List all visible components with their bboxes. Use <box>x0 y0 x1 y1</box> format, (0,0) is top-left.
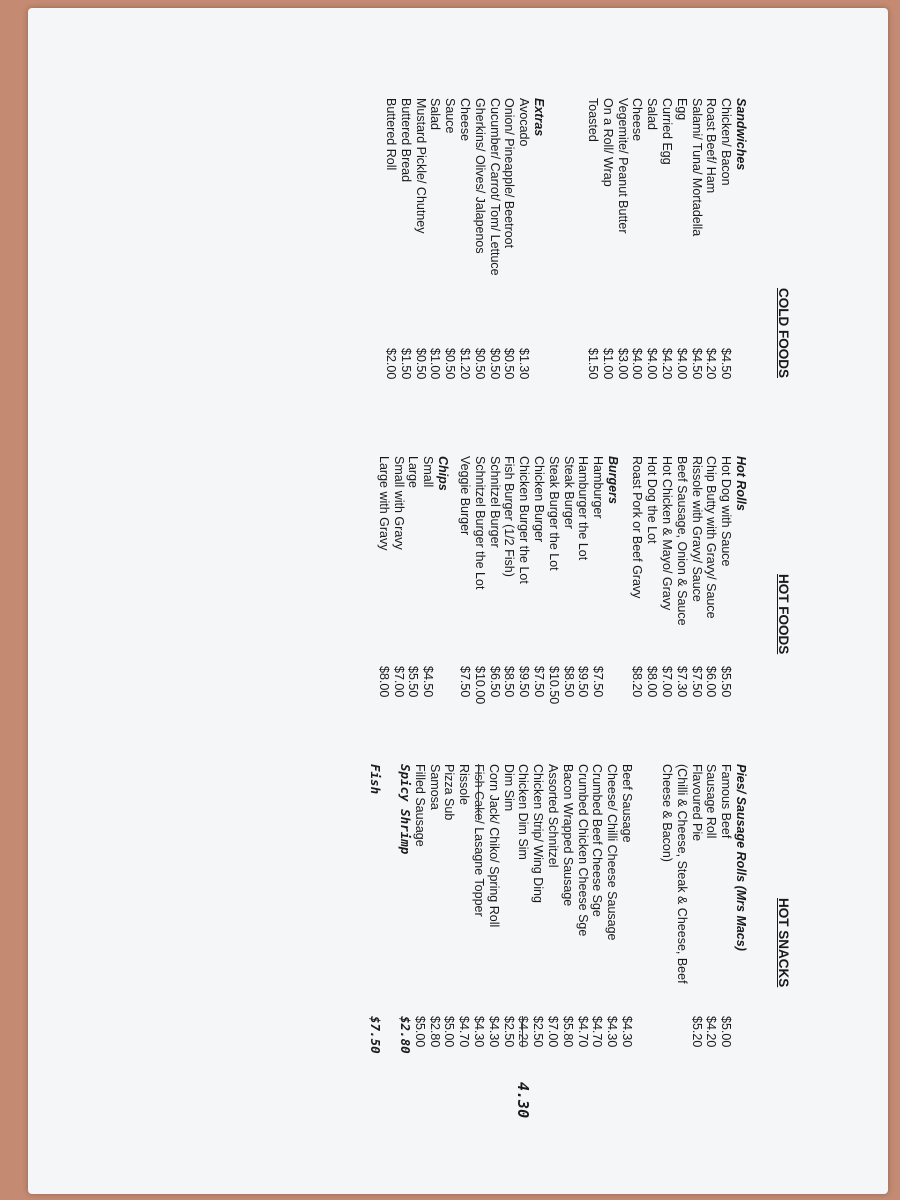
menu-item-price: $5.50 <box>719 666 734 698</box>
menu-item-name: Filled Sausage <box>412 764 427 847</box>
burgers-section <box>457 456 620 726</box>
menu-item-price: $5.00 <box>442 1016 457 1048</box>
sandwiches-section <box>585 98 748 408</box>
menu-item-price: $7.50 <box>532 666 547 698</box>
pies-title: Pies/ Sausage Rolls (Mrs Macs) <box>734 764 748 951</box>
menu-item-row <box>659 456 674 726</box>
chips-title: Chips <box>436 456 450 491</box>
menu-item-row <box>545 764 560 1118</box>
menu-item-name: Dim Sim <box>501 764 516 812</box>
menu-item-name: Salami/ Tuna/ Mortadella <box>689 98 704 237</box>
menu-item-name: Onion/ Pineapple/ Beetroot <box>502 98 517 249</box>
menu-item-name: Chicken Dim Sim <box>516 764 531 860</box>
menu-item-row <box>412 764 427 1118</box>
menu-item-price: $0.50 <box>443 348 458 380</box>
menu-item-name: Fish Burger (1/2 Fish) <box>502 456 517 577</box>
menu-item-name: Beef Sausage, Onion & Sauce <box>674 456 689 626</box>
menu-item-row <box>644 456 659 726</box>
menu-item-row <box>382 764 397 1118</box>
menu-item-row <box>704 98 719 408</box>
menu-item-row <box>487 98 502 408</box>
menu-item-price: $1.00 <box>428 348 443 380</box>
menu-item-name: Schnitzel Burger the Lot <box>472 456 487 590</box>
flavoured-pie-note-2: Cheese & Bacon) <box>660 764 675 862</box>
menu-item-price: $4.70 <box>457 1016 472 1048</box>
menu-item-price: $5.00 <box>412 1016 427 1048</box>
menu-item-name: Cheese <box>458 98 473 142</box>
menu-item-name: Schnitzel Burger <box>487 456 502 548</box>
menu-item-price: $2.80 <box>398 1016 414 1054</box>
menu-item-price: $8.00 <box>645 666 660 698</box>
menu-item-price: $3.00 <box>615 348 630 380</box>
menu-item-name: Crumbed Chicken Cheese Sge <box>575 764 590 937</box>
menu-item-row <box>487 456 502 726</box>
menu-item-price: $7.50 <box>458 666 473 698</box>
pies-section <box>659 764 748 1076</box>
menu-item-row <box>442 98 457 408</box>
menu-item-row <box>501 764 516 1118</box>
menu-item-price: $4.70 <box>575 1016 590 1048</box>
menu-item-row <box>604 764 619 1118</box>
menu-item-row <box>704 456 719 726</box>
menu-item-price: $2.50 <box>501 1016 516 1048</box>
menu-item-name: Gherkins/ Olives/ Jalapenos <box>472 98 487 254</box>
menu-item-name <box>471 764 486 1016</box>
menu-item-price: $0.50 <box>487 348 502 380</box>
menu-item-name: Sauce <box>443 98 458 134</box>
menu-item-row <box>600 98 615 408</box>
menu-item-row <box>398 98 413 408</box>
menu-item-price: $4.50 <box>719 348 734 380</box>
menu-item-price: $8.50 <box>502 666 517 698</box>
menu-item-row <box>659 98 674 408</box>
menu-item-price: $4.30 <box>605 1016 620 1048</box>
menu-item-row <box>689 456 704 726</box>
menu-item-name: Beef Sausage <box>620 764 634 843</box>
menu-item-row <box>442 764 457 1118</box>
menu-item-row <box>704 764 719 1076</box>
menu-item-name: Sausage Roll <box>704 764 719 839</box>
menu-item-price: $7.50 <box>591 666 606 698</box>
menu-item-row <box>590 764 605 1118</box>
hot-foods-heading: HOT FOODS <box>776 574 791 655</box>
menu-item-name: Buttered Bread <box>398 98 413 183</box>
menu-item-price: $4.20 <box>704 348 719 380</box>
menu-item-price: $0.50 <box>413 348 428 380</box>
menu-item-price: $8.00 <box>376 666 391 698</box>
menu-item-row <box>590 456 605 726</box>
menu-item-row <box>471 764 486 1118</box>
menu-item-row <box>457 98 472 408</box>
menu-item-name: Chicken Burger the Lot <box>517 456 532 584</box>
menu-item-row <box>420 456 435 726</box>
menu-item-name: Toasted <box>586 98 601 142</box>
menu-item-price: $8.50 <box>561 666 576 698</box>
menu-item-row <box>391 456 406 726</box>
snacks-section <box>368 764 634 1118</box>
menu-item-row <box>368 764 383 1118</box>
menu-item-row <box>689 98 704 408</box>
menu-item-row <box>585 98 600 408</box>
menu-item-row <box>560 764 575 1118</box>
menu-item-row <box>546 456 561 726</box>
menu-item-row <box>674 456 689 726</box>
menu-item-price: $8.20 <box>630 666 645 698</box>
menu-item-name: Chip Butty with Gravy/ Sauce <box>704 456 719 619</box>
menu-item-price: $4.50 <box>689 348 704 380</box>
menu-item-name: Curried Egg <box>660 98 675 165</box>
menu-item-name: Famous Beef <box>719 764 734 839</box>
menu-item-row <box>383 98 398 408</box>
menu-item-name: Corn Jack/ Chiko/ Spring Roll <box>486 764 501 928</box>
menu-item-row <box>472 98 487 408</box>
menu-item-name: Buttered Roll <box>384 98 399 171</box>
menu-item-row <box>619 764 634 1118</box>
menu-item-price: $4.70 <box>590 1016 605 1048</box>
menu-item-name: Cheese <box>630 98 645 142</box>
menu-item-price: $4.20 <box>516 1016 531 1048</box>
menu-item-name: Hamburger the Lot <box>576 456 591 561</box>
menu-item-price: $10.00 <box>472 666 487 705</box>
menu-item-price: $5.50 <box>406 666 421 698</box>
menu-item-row <box>428 98 443 408</box>
menu-item-price: $0.50 <box>502 348 517 380</box>
menu-item-price: $0.50 <box>472 348 487 380</box>
menu-item-row <box>531 456 546 726</box>
menu-item-price: $7.00 <box>546 1016 561 1048</box>
menu-item-price: $9.50 <box>576 666 591 698</box>
menu-item-name: Chicken Strip/ Wing Ding <box>531 764 546 903</box>
menu-item-price: $4.20 <box>660 348 675 380</box>
menu-item-name: Assorted Schnitzel <box>546 764 561 868</box>
menu-item-price: $4.50 <box>421 666 436 698</box>
hot-rolls-section <box>630 456 748 726</box>
menu-item-row <box>516 98 531 408</box>
menu-item-row <box>674 98 689 408</box>
menu-item-name: Egg <box>674 98 689 121</box>
menu-item-name: Fish <box>368 764 384 795</box>
struck-item-name: Fish Cake <box>472 764 487 821</box>
menu-item-name: Flavoured Pie <box>689 764 704 842</box>
menu-item-name: Steak Burger the Lot <box>546 456 561 571</box>
menu-item-row <box>486 764 501 1118</box>
menu-paper <box>28 8 888 1194</box>
menu-item-name: Roast Pork or Beef Gravy <box>630 456 645 599</box>
menu-item-row <box>516 456 531 726</box>
hot-rolls-title: Hot Rolls <box>734 456 748 511</box>
menu-item-row <box>644 98 659 408</box>
menu-item-name: Small with Gravy <box>391 456 406 550</box>
menu-item-row <box>530 764 545 1118</box>
menu-item-name-rest: / Lasagne Topper <box>472 820 487 917</box>
menu-item-name: Large <box>406 456 421 488</box>
menu-item-price: $7.30 <box>674 666 689 698</box>
menu-item-price: $5.20 <box>689 1016 704 1048</box>
menu-item-name: Spicy Shrimp <box>398 764 414 855</box>
menu-item-row <box>718 98 733 408</box>
menu-item-price: $5.00 <box>719 1016 734 1048</box>
menu-item-row <box>413 98 428 408</box>
menu-item-name: Rissole with Gravy/ Sauce <box>689 456 704 602</box>
menu-item-name: Chicken/ Bacon <box>719 98 734 186</box>
menu-item-name: Veggie Burger <box>458 456 473 536</box>
menu-item-name: Bacon Wrapped Sausage <box>560 764 575 907</box>
menu-item-name: Hot Dog with Sauce <box>719 456 734 567</box>
menu-item-row <box>630 456 645 726</box>
menu-item-name: On a Roll/ Wrap <box>600 98 615 187</box>
menu-item-row <box>502 98 517 408</box>
menu-item-price: $4.30 <box>472 1016 487 1048</box>
menu-item-price: $6.50 <box>487 666 502 698</box>
menu-item-row <box>718 764 733 1076</box>
menu-item-name: Hot Dog the Lot <box>645 456 660 544</box>
menu-item-row <box>502 456 517 726</box>
hot-snacks-heading: HOT SNACKS <box>776 898 791 988</box>
menu-item-row <box>689 764 704 1076</box>
menu-item-row <box>575 764 590 1118</box>
menu-item-price: $7.00 <box>391 666 406 698</box>
menu-item-price: $4.00 <box>645 348 660 380</box>
sandwiches-title: Sandwiches <box>734 98 748 171</box>
menu-item-price: $7.50 <box>368 1016 384 1054</box>
menu-item-name: Steak Burger <box>561 456 576 529</box>
menu-item-name: Chicken Burger <box>532 456 547 543</box>
menu-item-name: Hot Chicken & Mayo/ Gravy <box>660 456 675 611</box>
menu-item-row <box>576 456 591 726</box>
menu-item-row <box>456 764 471 1118</box>
menu-item-name <box>382 764 397 1016</box>
menu-item-name: Mustard Pickle/ Chutney <box>413 98 428 234</box>
menu-item-price: $4.00 <box>674 348 689 380</box>
menu-item-row <box>472 456 487 726</box>
menu-item-name: Samosa <box>427 764 442 810</box>
menu-item-name: Hamburger <box>591 456 606 519</box>
menu-item-row <box>397 764 412 1118</box>
menu-item-row <box>718 456 733 726</box>
menu-item-price: $2.50 <box>531 1016 546 1048</box>
menu-item-price: $7.50 <box>689 666 704 698</box>
menu-item-price: $4.00 <box>630 348 645 380</box>
menu-item-row <box>406 456 421 726</box>
menu-item-name: Small <box>421 456 436 488</box>
menu-item-price: $9.50 <box>517 666 532 698</box>
menu-item-name: Roast Beef/ Ham <box>704 98 719 194</box>
menu-item-price: $1.20 <box>458 348 473 380</box>
menu-item-price: $6.00 <box>704 666 719 698</box>
handwritten-price-note: 4.30 <box>514 1082 533 1119</box>
menu-item-price: $4.30 <box>620 1016 634 1048</box>
menu-item-row <box>561 456 576 726</box>
menu-item-name: Crumbed Beef Cheese Sge <box>590 764 605 917</box>
menu-item-name: Salad <box>645 98 660 130</box>
menu-item-price: $4.30 <box>486 1016 501 1048</box>
menu-item-row <box>427 764 442 1118</box>
menu-item-row <box>615 98 630 408</box>
menu-item-price: $4.20 <box>704 1016 719 1048</box>
menu-item-name: Avocado <box>517 98 532 147</box>
menu-item-price: $5.80 <box>560 1016 575 1048</box>
chips-section <box>376 456 450 726</box>
menu-item-row <box>516 764 531 1118</box>
menu-item-price: $1.00 <box>600 348 615 380</box>
menu-item-price <box>382 1016 397 1076</box>
extras-section <box>383 98 546 408</box>
burgers-title: Burgers <box>606 456 620 504</box>
menu-item-name: Large with Gravy <box>376 456 391 551</box>
menu-item-row <box>376 456 391 726</box>
menu-item-price: $10.50 <box>546 666 561 705</box>
menu-item-name: Pizza Sub <box>442 764 457 821</box>
menu-item-price: $1.50 <box>586 348 601 380</box>
menu-item-price: $2.80 <box>427 1016 442 1048</box>
rotated-menu-sheet <box>190 98 790 1148</box>
menu-item-row <box>457 456 472 726</box>
menu-item-price: $7.00 <box>660 666 675 698</box>
menu-item-name: Rissole <box>457 764 472 805</box>
menu-item-name: Cheese/ Chilli Cheese Sausage <box>605 764 620 941</box>
menu-item-price: $1.30 <box>517 348 532 380</box>
menu-item-name: Vegemite/ Peanut Butter <box>615 98 630 234</box>
extras-title: Extras <box>532 98 546 137</box>
menu-item-name: Cucumber/ Carrot/ Tom/ Lettuce <box>487 98 502 276</box>
menu-item-price: $2.00 <box>384 348 399 380</box>
flavoured-pie-note-1: (Chilli & Cheese, Steak & Cheese, Beef <box>674 764 689 984</box>
menu-item-name: Salad <box>428 98 443 130</box>
cold-foods-heading: COLD FOODS <box>776 288 791 378</box>
menu-item-price: $1.50 <box>398 348 413 380</box>
menu-item-row <box>630 98 645 408</box>
